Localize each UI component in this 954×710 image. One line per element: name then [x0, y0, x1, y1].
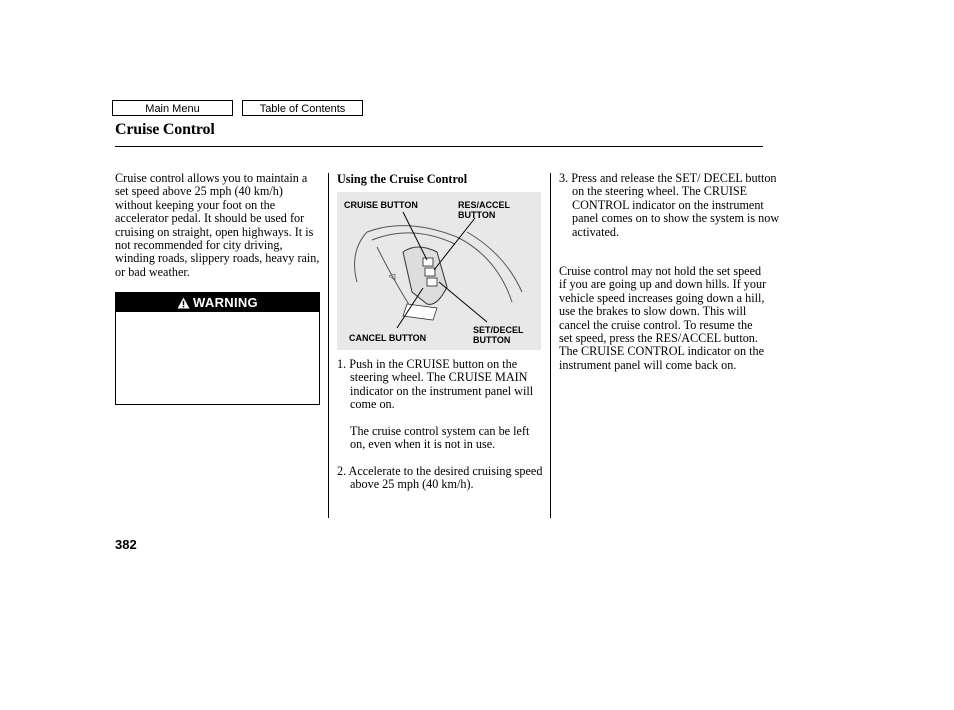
- res-accel-button-callout: RES/ACCEL BUTTON: [458, 200, 511, 220]
- step-1: 1. Push in the CRUISE button on the steering wheel. The CRUISE MAIN indicator on the instrument panel will come on.: [337, 357, 534, 412]
- set-decel-button-callout: SET/DECEL BUTTON: [473, 325, 524, 345]
- page-title: Cruise Control: [115, 121, 215, 138]
- column-divider-1: [328, 173, 329, 518]
- warning-box: [115, 292, 320, 405]
- table-of-contents-button[interactable]: Table of Contents: [242, 100, 363, 116]
- page-number: 382: [115, 537, 137, 552]
- step-2: 2. Accelerate to the desired cruising speed above 25 mph (40 km/h).: [337, 464, 543, 492]
- intro-paragraph: Cruise control allows you to maintain a set speed above 25 mph (40 km/h) without keeping your foot on the accelerator pedal. It should be used for cruising on straight, open highways. It is not recommended for city driving, winding roads, slippery roads, heavy rain, or bad weather.: [115, 171, 320, 279]
- main-menu-button[interactable]: Main Menu: [112, 100, 233, 116]
- step-1-note: The cruise control system can be left on, even when it is not in use.: [350, 424, 530, 452]
- warning-triangle-icon: [177, 297, 190, 309]
- warning-label: WARNING: [193, 295, 258, 310]
- warning-header: [116, 293, 319, 312]
- title-rule: [115, 146, 763, 147]
- cruise-button-callout: CRUISE BUTTON: [344, 200, 418, 210]
- cancel-button-callout: CANCEL BUTTON: [349, 333, 427, 343]
- section-subheading: Using the Cruise Control: [337, 172, 468, 186]
- cruise-note-paragraph: Cruise control may not hold the set speed if you are going up and down hills. If your vehicle speed increases going down a hill, use the brakes to slow down. This will cancel the cruise control. To resume the set speed, press the RES/ACCEL button. The CRUISE CONTROL indicator on the instrument panel will come back on.: [559, 264, 767, 372]
- steering-wheel-figure: [337, 192, 541, 350]
- step-3: 3. Press and release the SET/ DECEL button on the steering wheel. The CRUISE CONTROL indicator on the instrument panel comes on to show the system is now activated.: [559, 171, 780, 239]
